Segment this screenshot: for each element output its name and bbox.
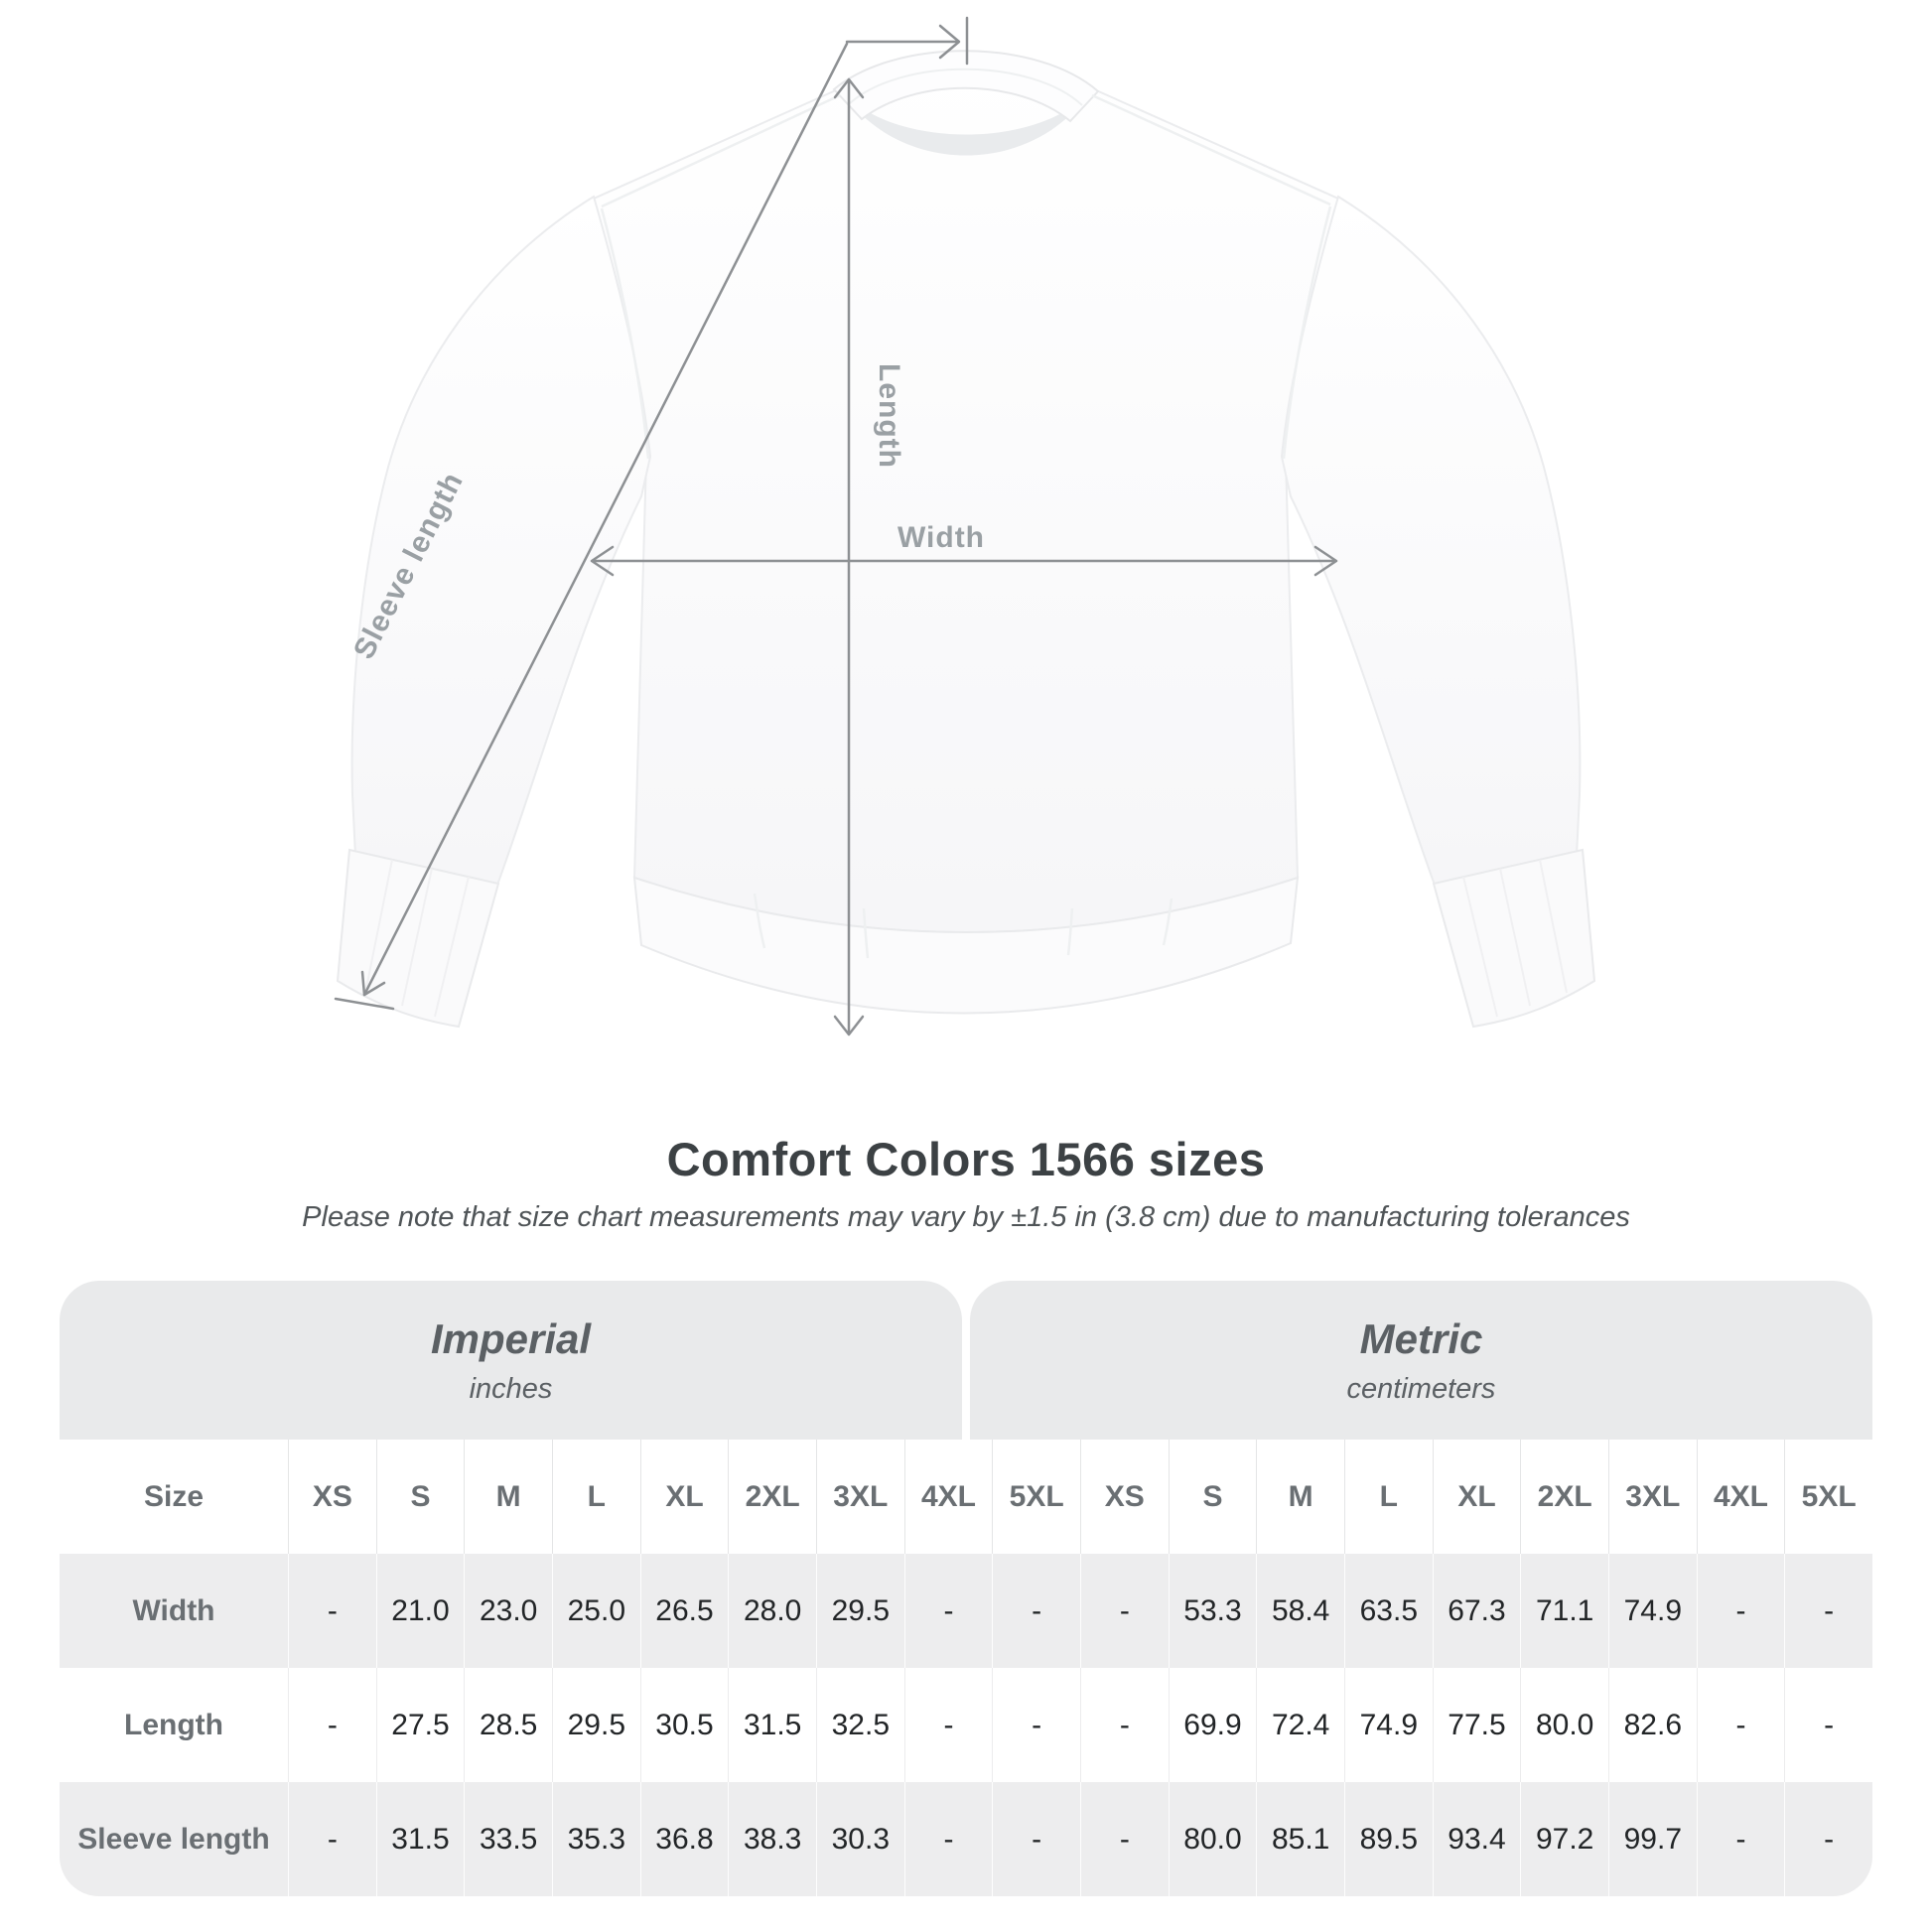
torso bbox=[594, 61, 1338, 932]
value-cell: 80.0 bbox=[1520, 1668, 1608, 1782]
value-cell: - bbox=[992, 1554, 1080, 1668]
value-cell: 30.3 bbox=[816, 1782, 904, 1896]
value-cell: - bbox=[288, 1668, 376, 1782]
value-cell: 82.6 bbox=[1608, 1668, 1697, 1782]
value-cell: 31.5 bbox=[728, 1668, 816, 1782]
size-header-cell: XS bbox=[1080, 1440, 1169, 1554]
value-cell: 97.2 bbox=[1520, 1782, 1608, 1896]
size-header-cell: 5XL bbox=[992, 1440, 1080, 1554]
value-cell: 36.8 bbox=[640, 1782, 729, 1896]
value-cell: - bbox=[1784, 1668, 1872, 1782]
value-cell: - bbox=[1697, 1782, 1785, 1896]
value-cell: 29.5 bbox=[552, 1668, 640, 1782]
right-sleeve bbox=[1282, 197, 1580, 888]
imperial-unit: inches bbox=[469, 1372, 553, 1405]
value-cell: - bbox=[1080, 1554, 1169, 1668]
value-cell: - bbox=[1697, 1668, 1785, 1782]
value-cell: 74.9 bbox=[1344, 1668, 1433, 1782]
value-cell: 71.1 bbox=[1520, 1554, 1608, 1668]
width-label: Width bbox=[897, 521, 986, 554]
size-header-cell: L bbox=[552, 1440, 640, 1554]
value-cell: 77.5 bbox=[1433, 1668, 1521, 1782]
value-cell: 28.5 bbox=[464, 1668, 552, 1782]
size-header-cell: 3XL bbox=[816, 1440, 904, 1554]
value-cell: - bbox=[1080, 1668, 1169, 1782]
value-cell: 35.3 bbox=[552, 1782, 640, 1896]
value-cell: - bbox=[904, 1554, 993, 1668]
length-label: Length bbox=[873, 363, 905, 469]
value-cell: 38.3 bbox=[728, 1782, 816, 1896]
value-cell: - bbox=[1080, 1782, 1169, 1896]
value-cell: 31.5 bbox=[376, 1782, 465, 1896]
size-header-cell: XS bbox=[288, 1440, 376, 1554]
value-cell: - bbox=[1697, 1554, 1785, 1668]
value-cell: 32.5 bbox=[816, 1668, 904, 1782]
unit-group-metric bbox=[970, 1281, 1872, 1440]
value-cell: 85.1 bbox=[1256, 1782, 1344, 1896]
size-header-cell: Size bbox=[143, 1479, 205, 1513]
value-cell: 33.5 bbox=[464, 1782, 552, 1896]
size-header-cell: L bbox=[1344, 1440, 1433, 1554]
value-cell: 89.5 bbox=[1344, 1782, 1433, 1896]
size-header-cell: S bbox=[1169, 1440, 1257, 1554]
value-cell: - bbox=[992, 1668, 1080, 1782]
value-cell: 74.9 bbox=[1608, 1554, 1697, 1668]
value-cell: 69.9 bbox=[1169, 1668, 1257, 1782]
size-header-cell: XL bbox=[640, 1440, 729, 1554]
sleeve-length-label: Sleeve length bbox=[346, 467, 471, 665]
size-header-cell: S bbox=[376, 1440, 465, 1554]
metric-unit: centimeters bbox=[1346, 1372, 1496, 1405]
value-cell: 26.5 bbox=[640, 1554, 729, 1668]
value-cell: - bbox=[904, 1668, 993, 1782]
row-label: Width bbox=[132, 1593, 215, 1627]
tolerance-note: Please note that size chart measurements may vary by ±1.5 in (3.8 cm) due to manufacturing tolerances bbox=[302, 1201, 1630, 1233]
value-cell: - bbox=[288, 1554, 376, 1668]
metric-label: Metric bbox=[1359, 1314, 1483, 1362]
value-cell: 29.5 bbox=[816, 1554, 904, 1668]
value-cell: 72.4 bbox=[1256, 1668, 1344, 1782]
value-cell: 21.0 bbox=[376, 1554, 465, 1668]
size-header-cell: 3XL bbox=[1608, 1440, 1697, 1554]
table-row-sleeve-length bbox=[60, 1782, 1872, 1896]
value-cell: 93.4 bbox=[1433, 1782, 1521, 1896]
value-cell: 67.3 bbox=[1433, 1554, 1521, 1668]
table-row-width bbox=[60, 1554, 1872, 1668]
row-label: Sleeve length bbox=[77, 1822, 270, 1856]
table-row-length bbox=[60, 1668, 1872, 1782]
value-cell: 27.5 bbox=[376, 1668, 465, 1782]
size-header-cell: 2XL bbox=[1520, 1440, 1608, 1554]
value-cell: 25.0 bbox=[552, 1554, 640, 1668]
size-header-cell: 4XL bbox=[904, 1440, 993, 1554]
imperial-label: Imperial bbox=[430, 1314, 592, 1362]
size-chart-title: Comfort Colors 1566 sizes bbox=[666, 1133, 1266, 1185]
size-header-row bbox=[60, 1440, 1872, 1554]
left-sleeve bbox=[352, 197, 650, 888]
value-cell: - bbox=[1784, 1782, 1872, 1896]
value-cell: 63.5 bbox=[1344, 1554, 1433, 1668]
size-header-cell: 5XL bbox=[1784, 1440, 1872, 1554]
size-table bbox=[60, 1281, 1872, 1896]
value-cell: - bbox=[904, 1782, 993, 1896]
size-header-cell: XL bbox=[1433, 1440, 1521, 1554]
value-cell: - bbox=[288, 1782, 376, 1896]
size-header-cell: M bbox=[1256, 1440, 1344, 1554]
value-cell: - bbox=[1784, 1554, 1872, 1668]
value-cell: 58.4 bbox=[1256, 1554, 1344, 1668]
value-cell: 80.0 bbox=[1169, 1782, 1257, 1896]
row-label: Length bbox=[124, 1708, 223, 1741]
value-cell: 99.7 bbox=[1608, 1782, 1697, 1896]
size-header-cell: M bbox=[464, 1440, 552, 1554]
size-header-cell: 4XL bbox=[1697, 1440, 1785, 1554]
value-cell: 23.0 bbox=[464, 1554, 552, 1668]
size-header-cell: 2XL bbox=[728, 1440, 816, 1554]
unit-group-imperial bbox=[60, 1281, 962, 1440]
value-cell: 30.5 bbox=[640, 1668, 729, 1782]
value-cell: 53.3 bbox=[1169, 1554, 1257, 1668]
unit-band bbox=[60, 1281, 1872, 1440]
value-cell: 28.0 bbox=[728, 1554, 816, 1668]
value-cell: - bbox=[992, 1782, 1080, 1896]
